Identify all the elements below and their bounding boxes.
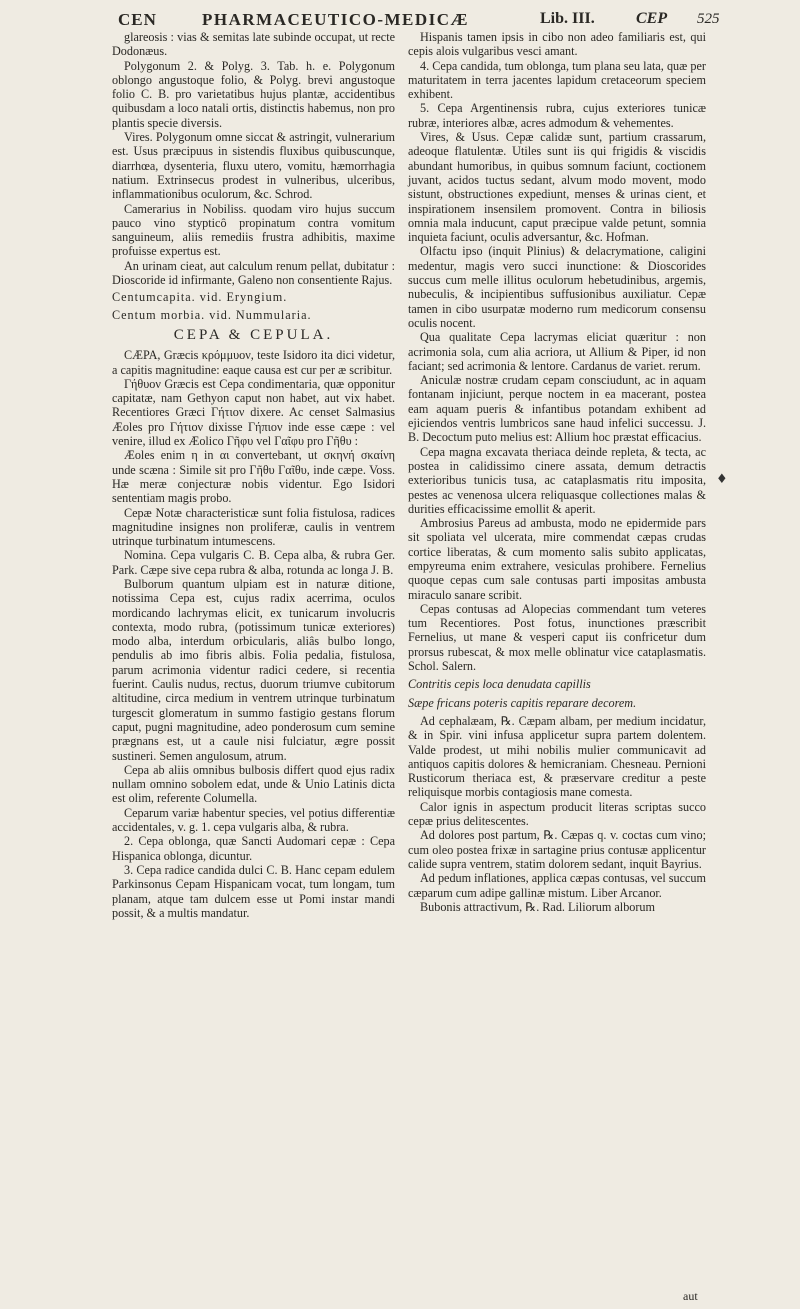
paragraph: 2. Cepa oblonga, quæ Sancti Audomari cepæ : Cepa Hispanica oblonga, dicuntur. [112, 834, 395, 863]
paragraph: Bubonis attractivum, ℞. Rad. Liliorum alborum [420, 899, 656, 914]
paragraph: Ad pedum inflationes, applica cæpas contusas, vel succum cæparum cum adipe gallinæ mistum. Liber Arcanor. [408, 871, 706, 900]
paragraph: An urinam cieat, aut calculum renum pellat, dubitatur : Dioscoride id infirmante, Galeno non consentiente Rajus. [112, 258, 395, 288]
paragraph: Bulborum quantum ulpiam est in naturæ ditione, notissima Cepa est, cujus radix acerrima, oculos mordicando lachrymas elicit, ex tunicarum involucris contexta, modo rubra, (potissimum tunicæ exteriores) modo alba, interdum orbicularis, aliâs bulbo longo, pendulis ab imo fibris albis. Folia pedalia, fistulosa, parum acrimonia videntur radici cedere, si recentia fuerint. Caulis nudus, rectus, duorum triumve cubitorum altitudine, circa medium in ventrem utrinque turbinatum turgescit glomeratum in summo fastigio gestans florum caput, pugni magnitudine, adeo ponderosum cum semine prægnans est, ut a caule nisi fulciatur, ægre possit sustineri. Semen angulosum, atrum. [112, 576, 395, 763]
paragraph: 5. Cepa Argentinensis rubra, cujus exteriores tunicæ rubræ, interiores albæ, acres admodum & vehementes. [408, 101, 706, 130]
paragraph: Olfactu ipso (inquit Plinius) & delacrymatione, caligini medentur, magis vero succi inunctione: & Dioscorides succus cum melle illitus oculorum hebetudinibus, argemis, nubeculis, & incipientibus suffusionibus auxiliatur. Cepæ tamen in cibo usurpatæ moderno rum medicorum consensu oculis nocent. [408, 244, 706, 330]
section-heading: CEPA & CEPULA. [173, 326, 334, 343]
paragraph: Calor ignis in aspectum producit literas scriptas succo cepæ prius delitescentes. [408, 799, 706, 829]
paragraph: Camerarius in Nobiliss. quodam viro hujus succum pauco vino stypticô propinatum contra vomitum sanguineum, aliis remediis frustra adhibitis, maxime profuisse expertus est. [112, 201, 395, 259]
paragraph: Ad cephalæam, ℞. Cæpam albam, per medium incidatur, & in Spir. vini infusa applicetur supra partem dolentem. Valde prodest, ut mihi nobilis mulier communicavit ad antiquos capitis dolores & hemicraniam. Chesneau. Pernioni Rusticorum theriaca est, & præservare creditur a peste reliquisque morbis contagiosis mane comesta. [408, 713, 706, 800]
paragraph: Æoles enim η in αι convertebant, ut σκηνή σκαίνη unde scæna : Simile sit pro Γῆθυ Γαῖθυ, inde cæpe. Voss. Hæ meræ conjecturæ nobis videntur. Ego Isidori sententiam magis probo. [112, 448, 395, 506]
paragraph: Hispanis tamen ipsis in cibo non adeo familiaris est, qui cepis alois vulgaribus vesci amant. [408, 30, 706, 59]
paragraph: Aniculæ nostræ crudam cepam consciudunt, ac in aquam fontanam injiciunt, perque noctem in ea macerant, postea eam aquam pueris & infantibus potandam exhibent ad ejiciendos ventris lumbricos sane haud infelici successu. J. B. Decoctum puto melius est: Allium hoc præstat efficacius. [408, 373, 706, 445]
paragraph: Ad dolores post partum, ℞. Cæpas q. v. coctas cum vino; cum oleo postea frixæ in sartagine prius contusæ applicentur calide supra ventrem, statim dolorem sedant, inquit Bayrius. [408, 828, 706, 871]
paragraph: Vires. Polygonum omne siccat & astringit, vulnerarium est. Usus præcipuus in sistendis fluxibus quibuscunque, diarrhœa, dysenteria, fluxu utero, vomitu, hæmorrhagia natium. Extrinsecus prodest in vulneribus, ulceribus, inflammationibus oculorum, &c. Schrod. [112, 130, 395, 202]
cross-reference: Centumcapita. vid. Eryngium. [112, 290, 288, 305]
verse-line: Sæpe fricans poteris capitis reparare decorem. [408, 695, 637, 710]
catchword: aut [683, 1289, 698, 1303]
paragraph: Nomina. Cepa vulgaris C. B. Cepa alba, & rubra Ger. Park. Cæpe sive cepa rubra & alba, rotunda ac longa J. B. [112, 548, 395, 577]
left-column [112, 30, 395, 920]
paragraph: Cepæ Notæ characteristicæ sunt folia fistulosa, radices magnitudine insignes non proliferæ, caulis in ventrem utrinque turbinatum intumescens. [112, 505, 395, 549]
paragraph: Qua qualitate Cepa lacrymas eliciat quæritur : non acrimonia sola, cum alia acriora, ut Allium & Piper, id non faciant; sed acrimonia & lentore. Cardanus de variet. rerum. [408, 330, 706, 373]
paragraph: CÆPA, Græcis κρόμμυον, teste Isidoro ita dici videtur, a capitis magnitudine: eaque causa est cur per æ scribitur. [112, 348, 395, 377]
paragraph: Γήθυον Græcis est Cepa condimentaria, quæ opponitur capitatæ, nam Gethyon caput non habet, aut vix habet. Recentiores Græci Γήτιον dixere. Ac censet Salmasius Æoles pro Γήτιον dixisse Γήπιον inde esse cæpe : vel venire, illud ex Æolico Γῆφυ vel Γαῖφυ pro Γῆθυ : [112, 376, 395, 449]
paragraph: Cepas contusas ad Alopecias commendant tum veteres tum Recentiores. Post fotus, inunctiones præscribit Fernelius, ut mane & vesperi caput iis confricetur dum prorsus rubescat, & mox melle oblinatur vice cataplasmatis. Schol. Salern. [408, 601, 706, 674]
verse-line: Contritis cepis loca denudata capillis [408, 677, 591, 692]
header-left-word: CEN [118, 10, 157, 29]
paragraph: Vires, & Usus. Cepæ calidæ sunt, partium crassarum, adeoque flatulentæ. Utiles sunt iis qui frigidis & viscidis abundant humoribus, in quibus somnum faciunt, coctionem juvant, acidos tuctus sedant, alvum modo movent, modo sistunt, obstructiones expediunt, menses & urinas cient, et inspirationem insensilem promovent. Contra in biliosis omnia mala inducunt, caput præcipue valde petunt, somnia inquieta faciunt, oculis adversantur, &c. Hofman. [408, 130, 706, 245]
header-book-number: Lib. III. [540, 10, 595, 27]
page-number: 525 [697, 11, 720, 27]
paragraph: 3. Cepa radice candida dulci C. B. Hanc cepam edulem Parkinsonus Cepam Hispanicam vocat, tum longam, tum planam, atque tam dulcem esse ut Pomi instar mandi possit, & a multis mandatur. [112, 862, 395, 920]
paragraph: 4. Cepa candida, tum oblonga, tum plana seu lata, quæ per maturitatem in terra jacentes lapidum cretaceorum speciem exhibent. [408, 58, 706, 102]
paragraph: Cepa ab aliis omnibus bulbosis differt quod ejus radix nullam omnino sobolem edat, unde & Unio Latinis dicta est olim, referente Columella. [112, 762, 395, 806]
header-title: PHARMACEUTICO-MEDICÆ [202, 10, 470, 29]
paragraph: Ambrosius Pareus ad ambusta, modo ne epidermide pars sit spoliata vel ulcerata, mire commendat cæpas crudas cortice liberatas, & cum momento salis subito applicatas, empyreuma enim extrahere, vesiculas prohibere. Fernelius quoque cepas cum sale contusas parti impositas ambusta miraculo sanare scribit. [408, 516, 706, 602]
paragraph: glareosis : vias & semitas late subinde occupat, ut recte Dodonæus. [112, 30, 395, 59]
cross-reference: Centum morbia. vid. Nummularia. [112, 307, 312, 322]
paragraph: Ceparum variæ habentur species, vel potius differentiæ accidentales, v. g. 1. cepa vulgaris alba, & rubra. [112, 805, 395, 835]
paragraph: Cepa magna excavata theriaca deinde repleta, & tecta, ac postea in calidissimo cinere assata, demum detractis exterioribus tunicis tusa, ac cataplasmatis ritu imposita, pestes ac venenosa ulcera reliquasque collectiones malas & durities efficacissime emollit & aperit. [408, 444, 706, 516]
margin-mark: ♦ [716, 472, 728, 487]
right-column [408, 30, 706, 914]
paragraph: Polygonum 2. & Polyg. 3. Tab. h. e. Polygonum oblongo angustoque folio, & Polyg. brevi angustoque folio C. B. pro varietatibus hujus plantæ, accidentibus quibusdam a loco natali ortis, distinctis habemus, non pro plantis specie diversis. [112, 58, 395, 130]
header-right-word: CEP [636, 10, 668, 27]
